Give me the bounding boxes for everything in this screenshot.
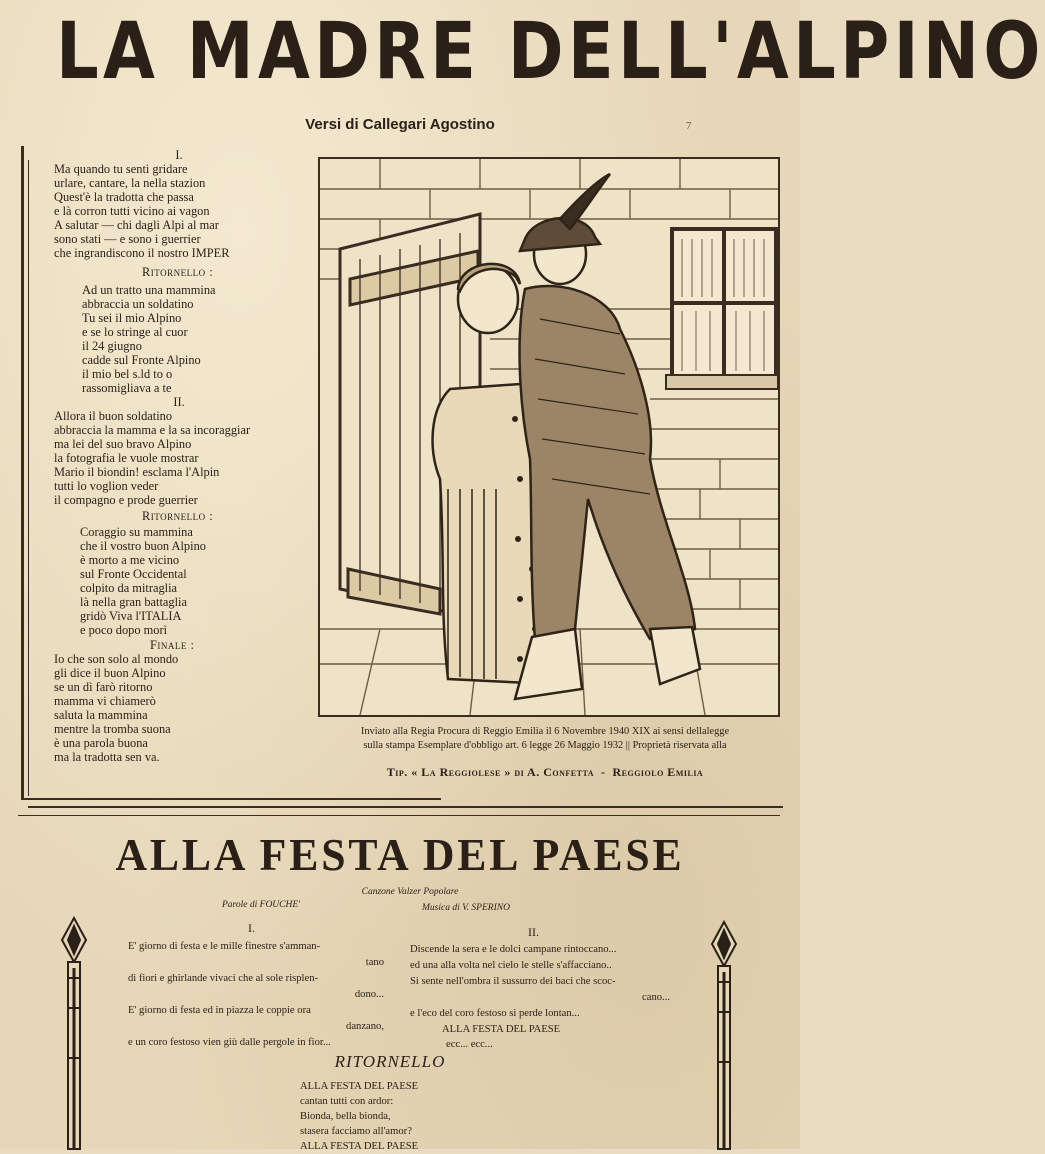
lyric-line: la fotografia le vuole mostrar	[54, 451, 199, 465]
lyric-line: di fiori e ghirlande vivaci che al sole risplen-	[128, 973, 319, 984]
verse-1	[54, 162, 324, 260]
song-title-madre-alpino: LA MADRE DELL'ALPINO	[56, 7, 1045, 97]
lyric-line: ma la tradotta sen va.	[54, 750, 160, 764]
printer-prefix: Tip.	[386, 765, 408, 779]
lyric-line: gli dice il buon Alpino	[54, 666, 166, 680]
song-title-festa-paese: ALLA FESTA DEL PAESE	[115, 829, 685, 880]
lyric-line: urlare, cantare, la nella stazion	[54, 176, 206, 190]
verse-number: I.	[248, 921, 255, 935]
refrain-callout: ALLA FESTA DEL PAESE	[442, 1024, 561, 1035]
lyric-line: cantan tutti con ardor:	[300, 1096, 394, 1107]
decorative-ornament-right	[702, 922, 746, 1149]
lyric-line: E' giorno di festa ed in piazza le coppie ora	[128, 1005, 311, 1016]
woodcut-illustration	[320, 159, 778, 715]
border-rule-vertical-inner	[28, 160, 29, 796]
lyric-line: e là corron tutti vicino ai vagon	[54, 204, 210, 218]
lyric-line: abbraccia un soldatino	[82, 297, 194, 311]
lyric-line: tano	[365, 957, 384, 968]
lyric-line: A salutar — chi dagli Alpi al mar	[54, 218, 219, 232]
lyric-line: Allora il buon soldatino	[54, 409, 173, 423]
lyric-line: sul Fronte Occidental	[80, 567, 187, 581]
finale	[54, 652, 324, 764]
lyrics-column	[54, 148, 324, 764]
border-rule-horizontal	[21, 798, 441, 800]
lyricist-credit: Parole di FOUCHE'	[222, 900, 301, 910]
lyric-line: stasera facciamo all'amor?	[300, 1126, 412, 1137]
lyric-line: abbraccia la mamma e la sa incoraggiar	[54, 423, 251, 437]
lyric-line: colpito da mitraglia	[80, 581, 178, 595]
printer-separator: -	[600, 765, 606, 779]
lyric-line: Discende la sera e le dolci campane rintoccano...	[410, 944, 617, 955]
lyric-line: che il vostro buon Alpino	[80, 539, 206, 553]
border-rule-vertical	[21, 146, 24, 798]
lyric-line: Ma quando tu senti gridare	[54, 162, 188, 176]
lyric-line: Bionda, bella bionda,	[300, 1111, 391, 1122]
printer-imprint	[310, 765, 780, 780]
lyric-line: gridò Viva l'ITALIA	[80, 609, 182, 623]
finale-heading: Finale :	[150, 638, 195, 652]
verse-number: II.	[173, 395, 185, 409]
verse-number: I.	[175, 148, 183, 162]
illustration-mother-and-alpino	[318, 157, 780, 717]
lyric-line: il 24 giugno	[82, 339, 142, 353]
printer-place: Reggiolo Emilia	[612, 765, 704, 779]
lyric-line: e un coro festoso vien giù dalle pergole in fior...	[128, 1037, 331, 1048]
lyric-line: ma lei del suo bravo Alpino	[54, 437, 192, 451]
section-divider	[28, 806, 783, 808]
lyric-line: tutti lo voglion veder	[54, 479, 159, 493]
lyric-line: Tu sei il mio Alpino	[82, 311, 182, 325]
lyric-line: Coraggio su mammina	[80, 525, 193, 539]
lyric-line: il mio bel s.ld to o	[82, 367, 173, 381]
song-type: Canzone Valzer Popolare	[361, 887, 459, 897]
refrain-heading: Ritornello :	[142, 265, 214, 279]
decorative-ornament-left	[52, 918, 96, 1149]
caption-line: sulla stampa Esemplare d'obbligo art. 6 legge 26 Maggio 1932 || Proprietà riservata alla	[363, 740, 727, 751]
window	[666, 229, 778, 389]
lyric-line: Ad un tratto una mammina	[82, 283, 216, 297]
legal-caption	[310, 725, 780, 753]
refrain-2	[54, 525, 324, 637]
song-subtitle: Versi di Callegari Agostino	[305, 116, 495, 133]
lyric-line: e se lo stringe al cuor	[82, 325, 188, 339]
printer-by: di A. Confetta	[514, 765, 594, 779]
lyric-line: ALLA FESTA DEL PAESE	[300, 1141, 419, 1152]
verse-number: II.	[528, 925, 539, 939]
lyric-line: saluta la mammina	[54, 708, 148, 722]
lyric-line: Mario il biondin! esclama l'Alpin	[54, 465, 220, 479]
refrain-heading: Ritornello :	[142, 509, 214, 523]
lyric-line: ed una alla volta nel cielo le stelle s'affacciano..	[410, 960, 612, 971]
caption-line: Inviato alla Regia Procura di Reggio Emilia il 6 Novembre 1940 XIX ai sensi dellalegge	[360, 726, 730, 737]
printer-name: « La Reggiolese »	[411, 765, 511, 779]
lyric-line: è una parola buona	[54, 736, 148, 750]
lyric-line: cadde sul Fronte Alpino	[82, 353, 201, 367]
page-mark: 7	[686, 120, 692, 132]
lyric-line: mentre la tromba suona	[54, 722, 171, 736]
lyric-line: Si sente nell'ombra il sussurro dei baci che scoc-	[410, 976, 616, 987]
lyric-line: danzano,	[346, 1021, 384, 1032]
lyric-line: mamma vi chiamerò	[54, 694, 156, 708]
lyric-line: il compagno e prode guerrier	[54, 493, 198, 507]
refrain-heading: RITORNELLO	[334, 1052, 446, 1071]
festa-verse-1	[128, 939, 384, 1051]
lyric-line: che ingrandiscono il nostro IMPER	[54, 246, 230, 260]
refrain-1	[54, 283, 324, 395]
composer-credit: Musica di V. SPERINO	[422, 903, 510, 913]
festa-verse-2	[410, 942, 670, 1051]
lyric-line: e l'eco del coro festoso si perde lontan...	[410, 1008, 580, 1019]
etc-text: ecc... ecc...	[446, 1039, 493, 1050]
lyric-line: là nella gran battaglia	[80, 595, 187, 609]
lyric-line: Io che son solo al mondo	[54, 652, 179, 666]
lyric-line: se un dì farò ritorno	[54, 680, 153, 694]
lyric-line: dono...	[354, 989, 384, 1000]
lyric-line: E' giorno di festa e le mille finestre s'amman-	[128, 941, 321, 952]
lyric-line: ALLA FESTA DEL PAESE	[300, 1081, 419, 1092]
lyric-line: sono stati — e sono i guerrier	[54, 232, 201, 246]
lyric-line: cano...	[642, 992, 670, 1003]
section-divider-thin	[18, 815, 780, 816]
lyric-line: rassomigliava a te	[82, 381, 172, 395]
verse-2	[54, 409, 324, 507]
lyric-line: Quest'è la tradotta che passa	[54, 190, 194, 204]
lyric-line: è morto a me vicino	[80, 553, 180, 567]
lyric-line: e poco dopo morì	[80, 623, 168, 637]
chorus	[300, 1079, 540, 1154]
